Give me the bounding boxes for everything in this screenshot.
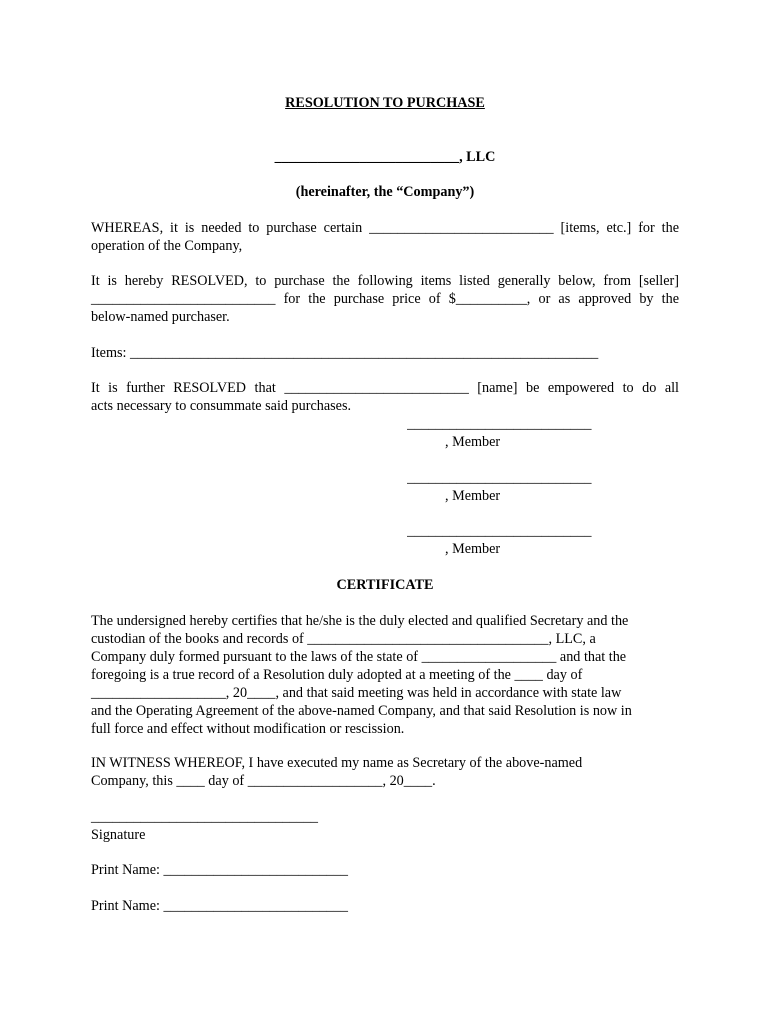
further-resolved-paragraph [91,379,679,415]
witness-line-2: Company, this ____ day of ___________________, 20____. [91,773,436,789]
further-line-1: It is further RESOLVED that __________________________ [name] be empowered to do all [91,380,679,396]
whereas-line-1: WHEREAS, it is needed to purchase certain __________________________ [items, etc.] for the [91,220,679,236]
witness-line-1: IN WITNESS WHEREOF, I have executed my name as Secretary of the above-named [91,755,583,771]
witness-paragraph [91,754,679,790]
further-line-2: acts necessary to consummate said purchases. [91,398,352,414]
resolved-line-1: It is hereby RESOLVED, to purchase the following items listed generally below, from [seller] [91,273,679,289]
print-name-line-1: Print Name: __________________________ [91,862,348,878]
member-label: , Member [445,488,501,504]
resolved-paragraph [91,272,679,326]
items-line: Items: __________________________________________________________________ [91,345,599,361]
certificate-line: foregoing is a true record of a Resolution duly adopted at a meeting of the ____ day of [91,667,583,683]
member-label: , Member [445,434,501,450]
secretary-signature-block [91,808,679,844]
certificate-heading: CERTIFICATE [336,577,434,593]
member-signature-line: __________________________ [407,416,592,432]
hereinafter-line: (hereinafter, the “Company”) [295,184,475,200]
document-title: RESOLUTION TO PURCHASE [285,95,485,111]
certificate-paragraph [91,612,681,738]
secretary-signature-line: ________________________________ [91,809,318,825]
certificate-line: full force and effect without modification or rescission. [91,721,405,737]
member-signature-block [407,415,607,451]
member-signature-block [407,522,607,558]
member-label: , Member [445,541,501,557]
whereas-paragraph [91,219,679,255]
certificate-line: Company duly formed pursuant to the laws of the state of ___________________ and that the [91,649,627,665]
member-signature-line: __________________________ [407,523,592,539]
whereas-line-2: operation of the Company, [91,238,243,254]
resolved-line-2: __________________________ for the purchase price of $__________, or as approved by the [91,291,679,307]
certificate-line: The undersigned hereby certifies that he/she is the duly elected and qualified Secretary and the [91,613,629,629]
company-name-line: __________________________, LLC [274,149,496,165]
certificate-line: ___________________, 20____, and that said meeting was held in accordance with state law [91,685,622,701]
certificate-line: custodian of the books and records of __________________________________, LLC, a [91,631,596,647]
member-signature-block [407,469,607,505]
certificate-line: and the Operating Agreement of the above-named Company, and that said Resolution is now in [91,703,632,719]
resolved-line-3: below-named purchaser. [91,309,230,325]
signature-label: Signature [91,827,146,843]
member-signature-line: __________________________ [407,470,592,486]
print-name-line-2: Print Name: __________________________ [91,898,348,914]
